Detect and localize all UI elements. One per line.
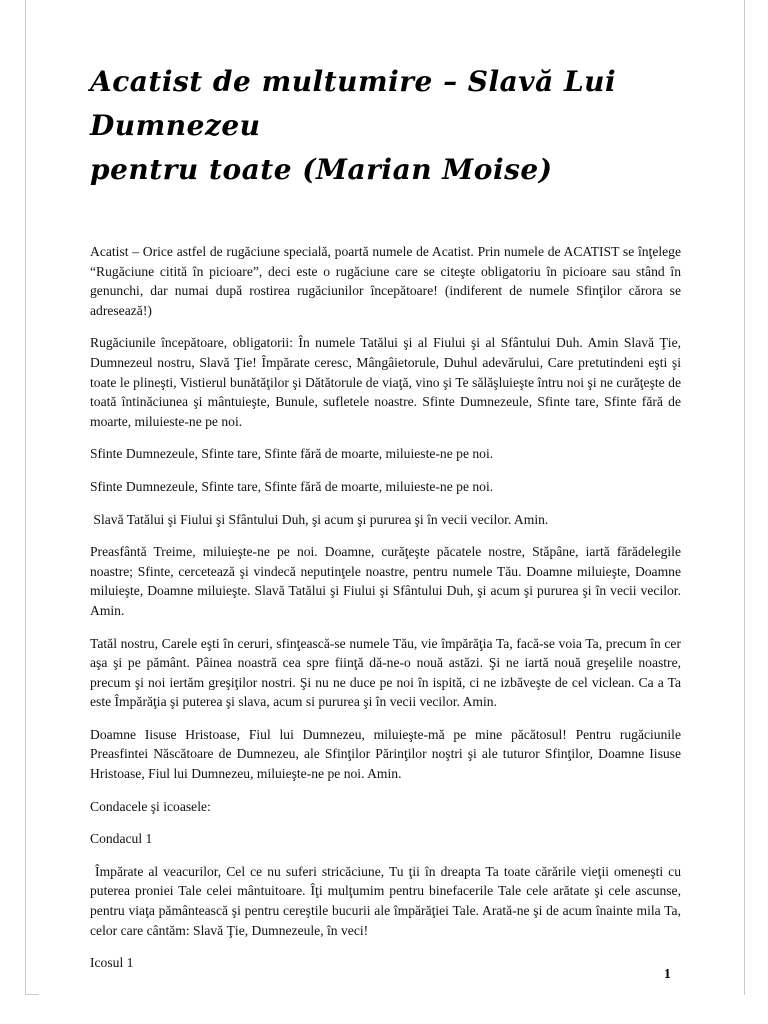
paragraph-holy-trinity: Preasfântă Treime, miluieşte-ne pe noi. Doamne, curăţeşte păcatele nostre, Stăpâne, iartă fărădelegile noastre; Sfinte, cercetează şi vindecă neputinţele noastre, pentru numele Tău. Doamne miluieşte, Doamne miluieşte, Doamne miluieşte. Slavă Tatălui şi Fiului şi Sfântului Duh, şi acum şi pururea şi în vecii vecilor. Amin. <box>90 544 685 618</box>
document-content <box>90 60 685 986</box>
document-title <box>90 60 681 192</box>
paragraph-glory: Slavă Tatălui şi Fiului şi Sfântului Duh, şi acum şi pururea şi în vecii vecilor. Amin. <box>90 511 549 527</box>
paragraph-trisagion-3: Sfinte Dumnezeule, Sfinte tare, Sfinte fără de moarte, miluieste-ne pe noi. <box>90 478 494 494</box>
paragraph-trisagion-2: Sfinte Dumnezeule, Sfinte tare, Sfinte fără de moarte, miluieste-ne pe noi. <box>90 446 494 462</box>
paragraph-lords-prayer: Tatăl nostru, Carele eşti în ceruri, sfinţească-se numele Tău, vie împărăţia Ta, facă-se voia Ta, precum în cer aşa şi pe pământ. Pâinea noastră cea spre fiinţă dă-ne-o nouă astăzi. Şi ne iartă nouă greşelile noastre, precum şi noi iertăm greşiţilor nostri. Şi nu ne duce pe noi în ispită, ci ne izbăveşte de cel viclean. Ca a Ta este Împărăţia şi puterea şi slava, acum si pururea şi în vecii vecilor. Amin. <box>90 635 685 710</box>
paragraph-icosul-1-heading: Icosul 1 <box>90 955 134 971</box>
paragraph-condacul-1-heading: Condacul 1 <box>90 831 153 847</box>
title-line-2: pentru toate (Marian Moise) <box>90 153 553 186</box>
paragraph-opening-prayers: Rugăciunile începătoare, obligatorii: În numele Tatălui şi al Fiului şi al Sfântului Duh. Amin Slavă Ţie, Dumnezeul nostru, Slavă Ţie! Împărate ceresc, Mângâietorule, Duhul adevărului, Care pretutindeni eşti şi toate le plineşti, Vistierul bunătăţilor şi Dătătorule de viaţă, vino şi Te sălăşluieşte întru noi şi ne curăţeşte de toată întinăciunea şi mântuieşte, Bunule, sufletele noastre. Sfinte Dumnezeule, Sfinte tare, Sfinte fără de moarte, miluieste-ne pe noi. <box>90 335 685 429</box>
paragraph-condacul-1-text: Împărate al veacurilor, Cel ce nu suferi stricăciune, Tu ţii în dreapta Ta toate cărările vieţii omeneşti cu puterea proniei Tale celei mântuitoare. Îţi mulţumim pentru binefacerile Tale cele arătate şi cele ascunse, pentru viaţa pământească şi pentru cereştile bucurii ale împărăţiei Tale. Arată-ne şi de acum înainte mila Ta, celor care cântăm: Slavă Ţie, Dumnezeule, în veci! <box>90 863 685 938</box>
scan-edge-bottom <box>25 994 39 995</box>
paragraph-intro: Acatist – Orice astfel de rugăciune specială, poartă numele de Acatist. Prin numele de ACATIST se înţelege “Rugăciune citită în picioare”, deci este o rugăciune care se citeşte obligatoriu în picioare sau stând în genunchi, dar numai după rostirea rugăciunilor începătoare! (indiferent de numele Sfinţilor cărora se adresează!) <box>90 244 685 318</box>
scan-edge-left <box>25 0 26 995</box>
scan-edge-right <box>744 0 745 995</box>
paragraph-section-label: Condacele şi icoasele: <box>90 798 211 814</box>
page-number: 1 <box>664 966 671 981</box>
title-line-1: Acatist de multumire – Slavă Lui Dumnezeu <box>90 65 617 142</box>
document-body <box>90 242 685 973</box>
paragraph-jesus-prayer: Doamne Iisuse Hristoase, Fiul lui Dumnezeu, miluieşte-mă pe mine păcătosul! Pentru rugăciunile Preasfintei Născătoare de Dumnezeu, ale Sfinţilor Părinţilor noştri şi ale tuturor Sfinţilor, Doamne Iisuse Hristoase, Fiul lui Dumnezeu, miluieşte-ne pe noi. Amin. <box>90 726 685 782</box>
